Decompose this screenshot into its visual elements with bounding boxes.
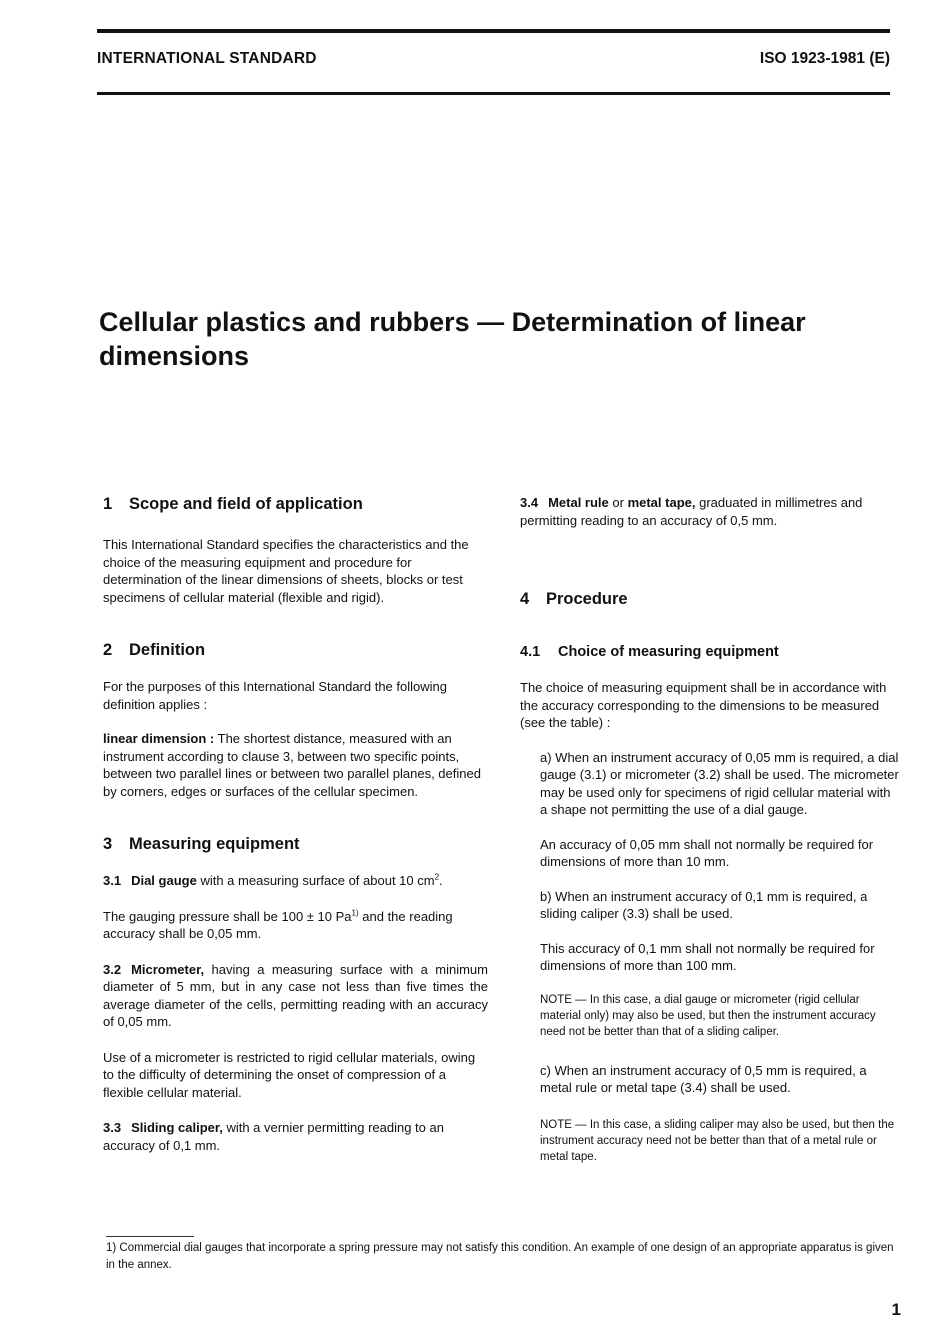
header-document-number: ISO 1923-1981 (E) bbox=[759, 50, 890, 67]
section-1-text: This International Standard specifies the characteristics and the choice of the measuring equipment and procedure for determination of the linear dimensions of sheets, blocks or test specimens of cellular material (flexible and rigid). bbox=[103, 537, 469, 605]
section-3-3-text: 3.3 Sliding caliper, with a vernier permitting reading to an accuracy of 0,1 mm. bbox=[103, 1120, 444, 1153]
section-3-1-pressure: The gauging pressure shall be 100 ± 10 Pa$^{1)}$ and the reading accuracy shall be 0,05 mm. bbox=[103, 908, 453, 941]
note-2: NOTE — In this case, a sliding caliper may also be used, but then the instrument accuracy need not be better than that of a metal rule or metal tape. bbox=[540, 1118, 895, 1163]
section-3-4-text: 3.4 Metal rule or metal tape, graduated in millimetres and permitting reading to an accuracy of 0,5 mm. bbox=[520, 495, 863, 528]
section-3-heading: 3 Measuring equipment bbox=[103, 835, 300, 853]
section-4-heading: 4 Procedure bbox=[520, 590, 628, 608]
section-3-2-restriction: Use of a micrometer is restricted to rigid cellular materials, owing to the difficulty of determining the onset of compression of a flexible cellular material. bbox=[103, 1049, 476, 1100]
footnote-rule bbox=[106, 1236, 194, 1237]
section-3-2-text: 3.2 Micrometer, having a measuring surface with a minimum diameter of 5 mm, but in any case not less than five times the average diameter of the cells, permitting reading with an accuracy of 0,05 mm. bbox=[103, 961, 488, 1029]
section-2-definition: linear dimension : The shortest distance, measured with an instrument according to clause 3, between two specific points, between two parallel lines or between two parallel planes, defined by corners, edges or surfaces of the cellular specimen. bbox=[103, 731, 481, 799]
section-4-1-intro: The choice of measuring equipment shall be in accordance with the accuracy corresponding to the dimensions to be measured (see the table) : bbox=[520, 680, 887, 730]
item-a-note: An accuracy of 0,05 mm shall not normally be required for dimensions of more than 10 mm. bbox=[540, 836, 874, 869]
document-title: Cellular plastics and rubbers — Determination of linear dimensions bbox=[99, 307, 806, 371]
item-b-note: This accuracy of 0,1 mm shall not normally be required for dimensions of more than 100 mm. bbox=[540, 940, 875, 973]
page-number: 1 bbox=[891, 1300, 901, 1319]
left-column bbox=[103, 494, 488, 1154]
item-c: c) When an instrument accuracy of 0,5 mm is required, a metal rule or metal tape (3.4) shall be used. bbox=[540, 1062, 867, 1095]
header-top-rule bbox=[97, 29, 890, 33]
section-4-1-heading: 4.1 Choice of measuring equipment bbox=[520, 644, 779, 660]
item-b: b) When an instrument accuracy of 0,1 mm is required, a sliding caliper (3.3) shall be used. bbox=[540, 888, 868, 921]
note-1: NOTE — In this case, a dial gauge or micrometer (rigid cellular material only) may also be used, but then the instrument accuracy need not be better than that of a sliding caliper. bbox=[540, 993, 876, 1038]
section-1-heading: 1 Scope and field of application bbox=[103, 495, 363, 513]
section-3-1-text: 3.1 Dial gauge with a measuring surface of about 10 $cm^2$. bbox=[103, 872, 443, 888]
footnote: 1) Commercial dial gauges that incorporate a spring pressure may not satisfy this condition. An example of one design of an appropriate apparatus is given in the annex. bbox=[106, 1242, 894, 1271]
item-a: a) When an instrument accuracy of 0,05 mm is required, a dial gauge (3.1) or micrometer (3.2) shall be used. The micrometer may be used only for specimens of rigid cellular material with a shape not permitting the use of a dial gauge. bbox=[540, 749, 899, 817]
section-2-intro: For the purposes of this International Standard the following definition applies : bbox=[103, 679, 447, 712]
header-bottom-rule bbox=[97, 92, 890, 95]
right-column bbox=[520, 494, 900, 1165]
section-2-heading: 2 Definition bbox=[103, 641, 206, 659]
header-standard-label: INTERNATIONAL STANDARD bbox=[97, 50, 317, 67]
